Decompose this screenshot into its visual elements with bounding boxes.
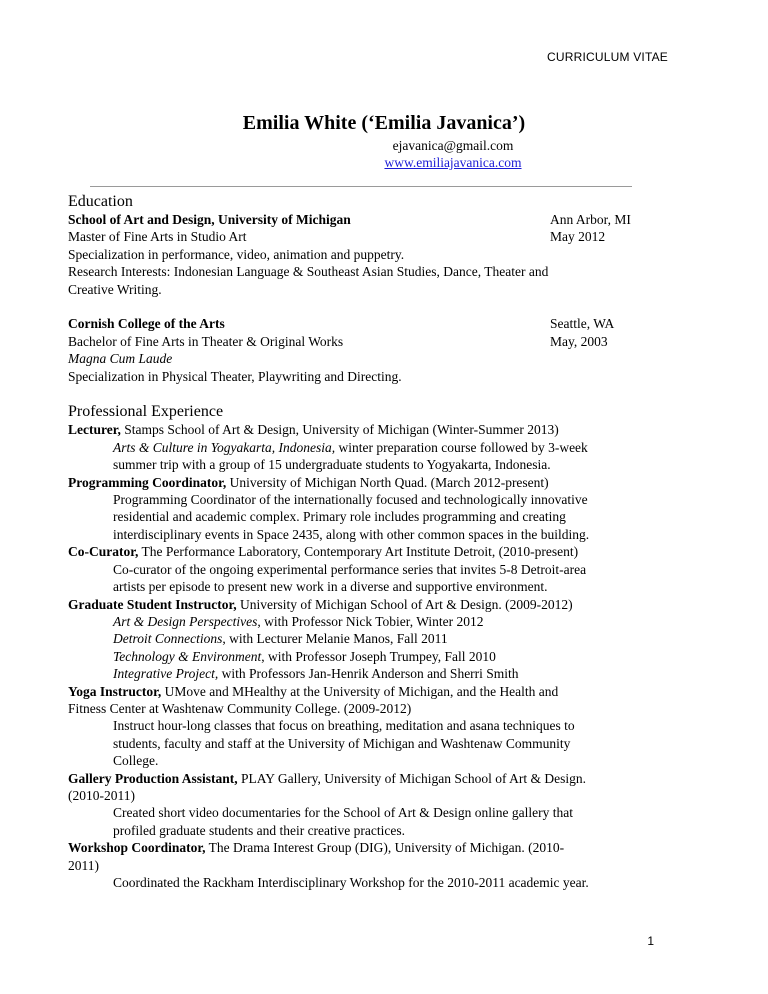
school-name: School of Art and Design, University of Michigan xyxy=(68,212,351,227)
job-desc-line: Coordinated the Rackham Interdisciplinary Workshop for the 2010-2011 academic year. xyxy=(113,875,589,890)
school-location: Seattle, WA xyxy=(550,316,615,332)
cv-body xyxy=(68,192,668,891)
course-line xyxy=(68,630,668,647)
job-title: Graduate Student Instructor, xyxy=(68,596,237,612)
course-title: Detroit Connections xyxy=(113,631,223,647)
specialization-text: Specialization in Physical Theater, Playwriting and Directing. xyxy=(68,368,402,384)
job-title: Programming Coordinator, xyxy=(68,474,227,490)
job-desc-line: Co-curator of the ongoing experimental performance series that invites 5-8 Detroit-area xyxy=(113,561,587,577)
degree-name: Bachelor of Fine Arts in Theater & Original Works xyxy=(68,333,344,349)
course-title: Arts & Culture in Yogyakarta, Indonesia, xyxy=(113,439,336,455)
job-org: University of Michigan School of Art & Design. (2009-2012) xyxy=(236,596,573,612)
cv-name: Emilia White (‘Emilia Javanica’) xyxy=(242,112,526,134)
education-entry-michigan xyxy=(68,211,668,228)
research-interests-line-2: Creative Writing. xyxy=(68,281,162,297)
job-desc-line: interdisciplinary events in Space 2435, along with other common spaces in the building. xyxy=(113,526,590,542)
course-title: Integrative Project, xyxy=(113,666,219,682)
job-desc-line: artists per episode to present new work in a diverse and supportive environment. xyxy=(113,579,548,595)
header-divider xyxy=(90,186,632,187)
honor-text: Magna Cum Laude xyxy=(68,351,173,367)
job-lecturer xyxy=(68,421,668,438)
job-yoga-instructor xyxy=(68,683,668,700)
job-org: PLAY Gallery, University of Michigan School of Art & Design. xyxy=(237,770,586,786)
job-desc-line xyxy=(68,439,668,456)
job-org: Stamps School of Art & Design, University of Michigan (Winter-Summer 2013) xyxy=(120,422,559,438)
job-desc-line: College. xyxy=(113,753,159,769)
course-detail: , with Professor Joseph Trumpey, Fall 2010 xyxy=(261,648,496,664)
spacer xyxy=(68,385,668,402)
course-desc: winter preparation course followed by 3-week xyxy=(335,439,588,455)
job-org-continued: 2011) xyxy=(68,857,99,873)
job-title: Workshop Coordinator, xyxy=(68,840,206,856)
job-desc-line: residential and academic complex. Primary role includes programming and creating xyxy=(113,509,566,525)
job-co-curator xyxy=(68,543,668,560)
school-name: Cornish College of the Arts xyxy=(68,316,225,332)
research-interests-line-1: Research Interests: Indonesian Language & Southeast Asian Studies, Dance, Theater and xyxy=(68,264,549,280)
job-workshop-coordinator xyxy=(68,839,668,856)
running-header: CURRICULUM VITAE xyxy=(547,50,668,64)
spacer xyxy=(68,298,668,315)
job-desc-line: Instruct hour-long classes that focus on breathing, meditation and asana techniques to xyxy=(113,718,575,734)
page-number: 1 xyxy=(647,934,654,948)
course-detail: with Professors Jan-Henrik Anderson and Sherri Smith xyxy=(218,666,519,682)
section-heading-education: Education xyxy=(68,193,133,210)
degree-row xyxy=(68,228,668,245)
job-org-continued: (2010-2011) xyxy=(68,787,135,803)
education-entry-cornish xyxy=(68,315,668,332)
job-desc-line: profiled graduate students and their creative practices. xyxy=(113,822,405,838)
degree-date: May, 2003 xyxy=(550,333,608,349)
degree-date: May 2012 xyxy=(550,229,606,245)
job-desc-line: Created short video documentaries for the School of Art & Design online gallery that xyxy=(113,805,574,821)
school-location: Ann Arbor, MI xyxy=(550,212,631,227)
job-programming-coordinator xyxy=(68,474,668,491)
job-desc-line: students, faculty and staff at the University of Michigan and Washtenaw Community xyxy=(113,735,571,751)
job-org: The Drama Interest Group (DIG), University of Michigan. (2010- xyxy=(205,840,565,856)
degree-name: Master of Fine Arts in Studio Art xyxy=(68,229,247,245)
degree-row xyxy=(68,333,668,350)
course-detail: , with Lecturer Melanie Manos, Fall 2011 xyxy=(222,631,448,647)
job-org: University of Michigan North Quad. (March 2012-present) xyxy=(226,474,549,490)
course-line xyxy=(68,648,668,665)
contact-email[interactable]: ejavanica@gmail.com xyxy=(392,138,514,153)
course-line xyxy=(68,613,668,630)
course-detail: , with Professor Nick Tobier, Winter 2012 xyxy=(257,613,484,629)
job-org-continued: Fitness Center at Washtenaw Community College. (2009-2012) xyxy=(68,700,412,716)
job-desc-line: Programming Coordinator of the internationally focused and technologically innovative xyxy=(113,492,588,508)
contact-website-link[interactable]: www.emiliajavanica.com xyxy=(384,155,522,170)
course-title: Technology & Environment xyxy=(113,648,262,664)
job-org-venue: Contemporary Art Institute Detroit, (2010-present) xyxy=(300,544,579,560)
job-title: Gallery Production Assistant, xyxy=(68,770,238,786)
job-org: UMove and MHealthy at the University of Michigan, and the Health and xyxy=(161,683,559,699)
job-title: Yoga Instructor, xyxy=(68,683,162,699)
job-title: Lecturer, xyxy=(68,422,121,438)
course-title: Art & Design Perspectives xyxy=(113,613,258,629)
job-desc-line: summer trip with a group of 15 undergraduate students to Yogyakarta, Indonesia. xyxy=(113,457,551,473)
job-gallery-production-assistant xyxy=(68,770,668,787)
job-title: Co-Curator, xyxy=(68,544,139,560)
job-graduate-student-instructor xyxy=(68,596,668,613)
section-heading-experience: Professional Experience xyxy=(68,403,224,421)
specialization-text: Specialization in performance, video, animation and puppetry. xyxy=(68,246,405,262)
job-org: The Performance Laboratory, xyxy=(138,544,301,560)
course-line xyxy=(68,665,668,682)
